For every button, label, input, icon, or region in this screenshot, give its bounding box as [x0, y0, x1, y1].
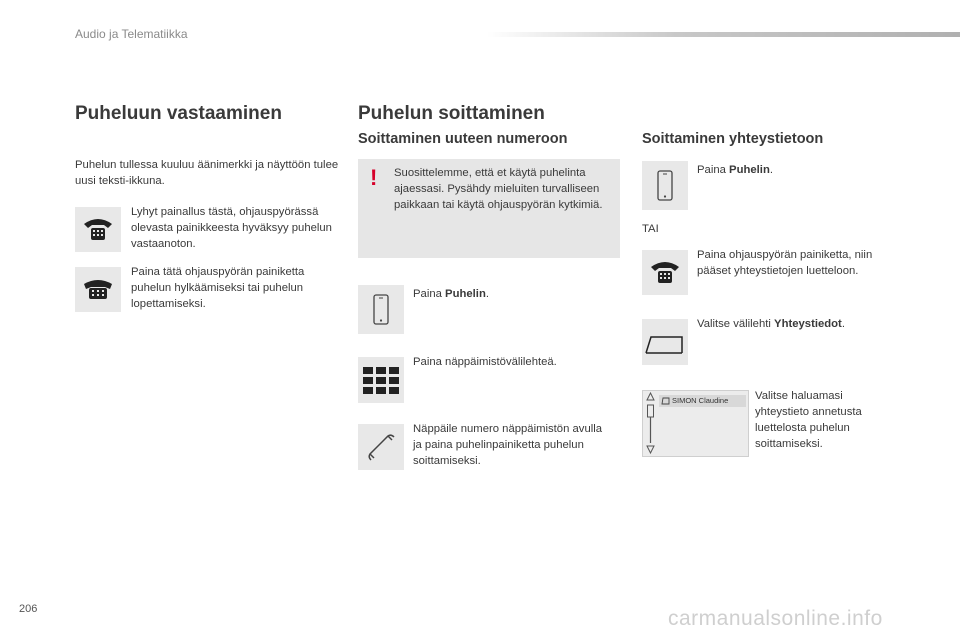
keypad-icon	[358, 357, 404, 403]
smartphone-icon	[642, 161, 688, 210]
subsection-title-contact: Soittaminen yhteystietoon	[642, 131, 824, 147]
header-divider	[487, 32, 960, 37]
middle-step-2: Paina näppäimistövälilehteä.	[413, 356, 557, 368]
safety-warning-text: Suosittelemme, että et käytä puhelinta ajaessasi. Pysähdy mieluiten turvalliseen paikkaan tai käytä ohjauspyörän kytkimiä.	[394, 167, 603, 211]
answer-intro: Puhelun tullessa kuuluu äänimerkki ja näyttöön tulee uusi teksti-ikkuna.	[75, 159, 339, 187]
or-label: TAI	[642, 223, 659, 235]
contact-row[interactable]	[659, 395, 746, 407]
contact-card-icon	[661, 397, 670, 405]
section-title-call: Puhelun soittaminen	[358, 103, 545, 124]
middle-step-3: Näppäile numero näppäimistön avulla ja paina puhelinpainiketta puhelun soittamiseksi.	[413, 423, 603, 467]
right-step-2: Paina ohjauspyörän painiketta, niin pääset yhteystietojen luetteloon.	[697, 249, 873, 277]
contact-list-screen	[642, 390, 749, 457]
scrollbar	[643, 391, 658, 456]
header-title: Audio ja Telematiikka	[75, 27, 188, 41]
right-step-4: Valitse haluamasi yhteystieto annetusta luettelosta puhelun soittamiseksi.	[755, 390, 862, 450]
phone-hangup-icon	[75, 267, 121, 312]
watermark: carmanualsonline.info	[668, 607, 883, 630]
right-step-1: Paina Puhelin.	[697, 164, 773, 176]
page-number: 206	[19, 603, 38, 615]
section-title-answer: Puheluun vastaaminen	[75, 103, 282, 124]
middle-step-1: Paina Puhelin.	[413, 288, 489, 300]
right-step-3: Valitse välilehti Yhteystiedot.	[697, 318, 845, 330]
smartphone-icon	[358, 285, 404, 334]
warning-icon: !	[370, 165, 378, 190]
tab-icon	[642, 319, 688, 365]
subsection-title-new-number: Soittaminen uuteen numeroon	[358, 131, 568, 147]
answer-step-text: Lyhyt painallus tästä, ohjauspyörässä olevasta painikkeesta hyväksyy puhelun vastaanoton.	[131, 206, 332, 250]
phone-answer-icon	[75, 207, 121, 252]
phone-steering-icon	[642, 250, 688, 295]
contact-name: SIMON Claudine	[672, 396, 729, 405]
handset-icon	[358, 424, 404, 470]
safety-warning-box	[358, 159, 620, 258]
hangup-step-text: Paina tätä ohjauspyörän painiketta puhelun hylkäämiseksi tai puhelun lopettamiseksi.	[131, 266, 305, 310]
